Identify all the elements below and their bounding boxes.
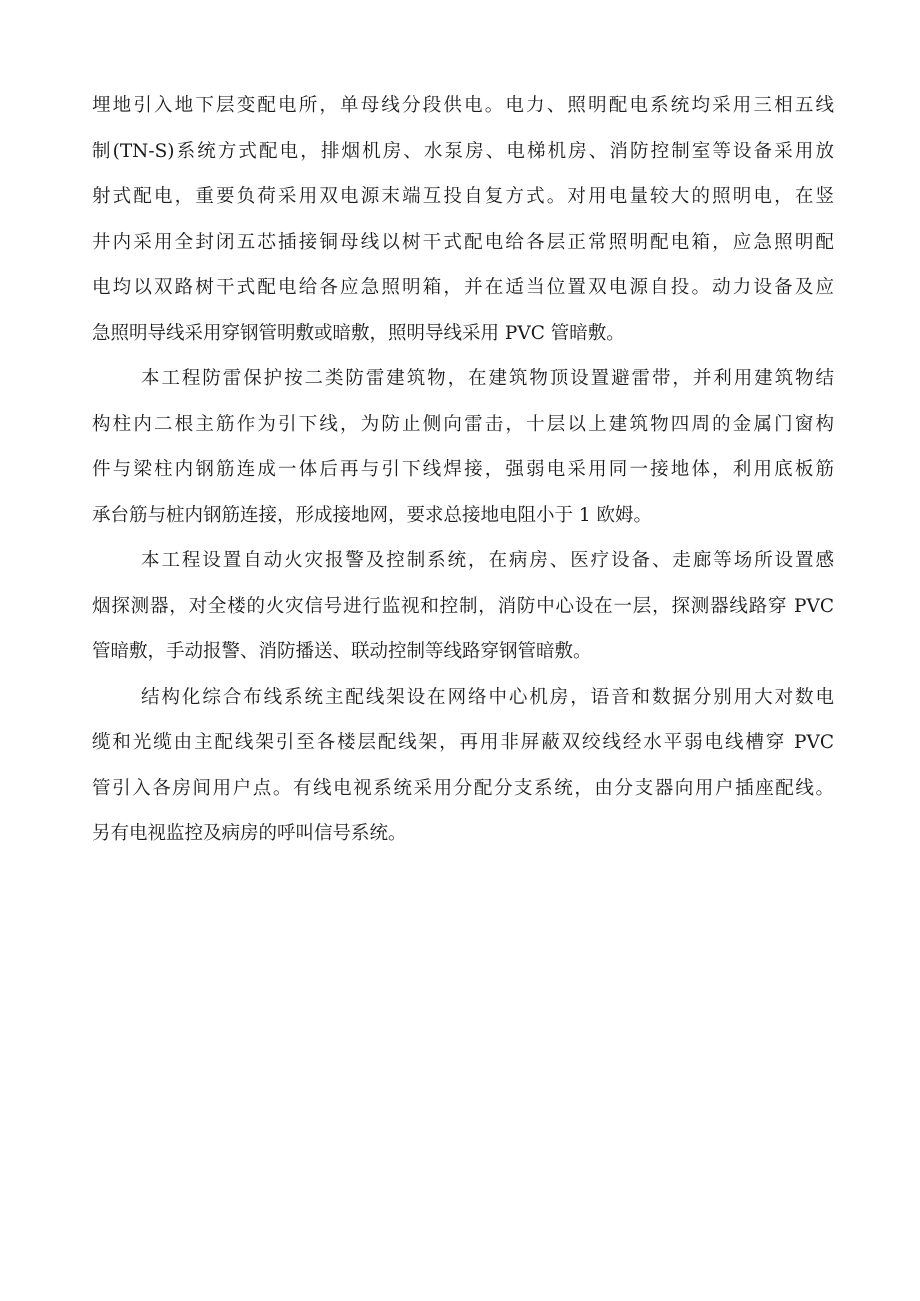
text-line: 管引入各房间用户点。有线电视系统采用分配分支系统，由分支器向用户插座配线。 <box>92 777 834 799</box>
text-line: 结构化综合布线系统主配线架设在网络中心机房，语音和数据分别用大对数电 <box>141 686 834 708</box>
paragraph-fire-alarm <box>92 538 834 675</box>
text-line: 埋地引入地下层变配电所，单母线分段供电。电力、照明配电系统均采用三相五线 <box>92 95 834 116</box>
text-line: 另有电视监控及病房的呼叫信号系统。 <box>92 823 407 844</box>
text-line: 电均以双路树干式配电给各应急照明箱，并在适当位置双电源自投。动力设备及应 <box>92 277 834 298</box>
paragraph-power-supply <box>92 83 834 356</box>
paragraph-lightning-protection <box>92 356 834 538</box>
text-line: 缆和光缆由主配线架引至各楼层配线架，再用非屏蔽双绞线经水平弱电线槽穿 PVC <box>92 732 834 753</box>
document-body <box>92 83 834 857</box>
text-line: 本工程防雷保护按二类防雷建筑物，在建筑物顶设置避雷带，并利用建筑物结 <box>141 368 834 389</box>
text-line: 制(TN-S)系统方式配电，排烟机房、水泵房、电梯机房、消防控制室等设备采用放 <box>92 140 834 162</box>
text-line: 井内采用全封闭五芯插接铜母线以树干式配电给各层正常照明配电箱，应急照明配 <box>92 231 834 253</box>
text-line: 管暗敷，手动报警、消防播送、联动控制等线路穿钢管暗敷。 <box>92 641 592 662</box>
text-line: 本工程设置自动火灾报警及控制系统，在病房、医疗设备、走廊等场所设置感 <box>141 550 834 571</box>
text-line: 构柱内二根主筋作为引下线，为防止侧向雷击，十层以上建筑物四周的金属门窗构 <box>92 413 834 435</box>
paragraph-cabling <box>92 675 834 857</box>
text-line: 烟探测器，对全楼的火灾信号进行监视和控制，消防中心设在一层，探测器线路穿 PVC <box>92 595 834 617</box>
text-line: 射式配电，重要负荷采用双电源末端互投自复方式。对用电量较大的照明电，在竖 <box>92 186 834 207</box>
text-line: 承台筋与桩内钢筋连接，形成接地网，要求总接地电阻小于 1 欧姆。 <box>92 504 653 526</box>
text-line: 件与梁柱内钢筋连成一体后再与引下线焊接，强弱电采用同一接地体，利用底板筋 <box>92 459 834 480</box>
text-line: 急照明导线采用穿钢管明敷或暗敷，照明导线采用 PVC 管暗敷。 <box>92 322 625 344</box>
